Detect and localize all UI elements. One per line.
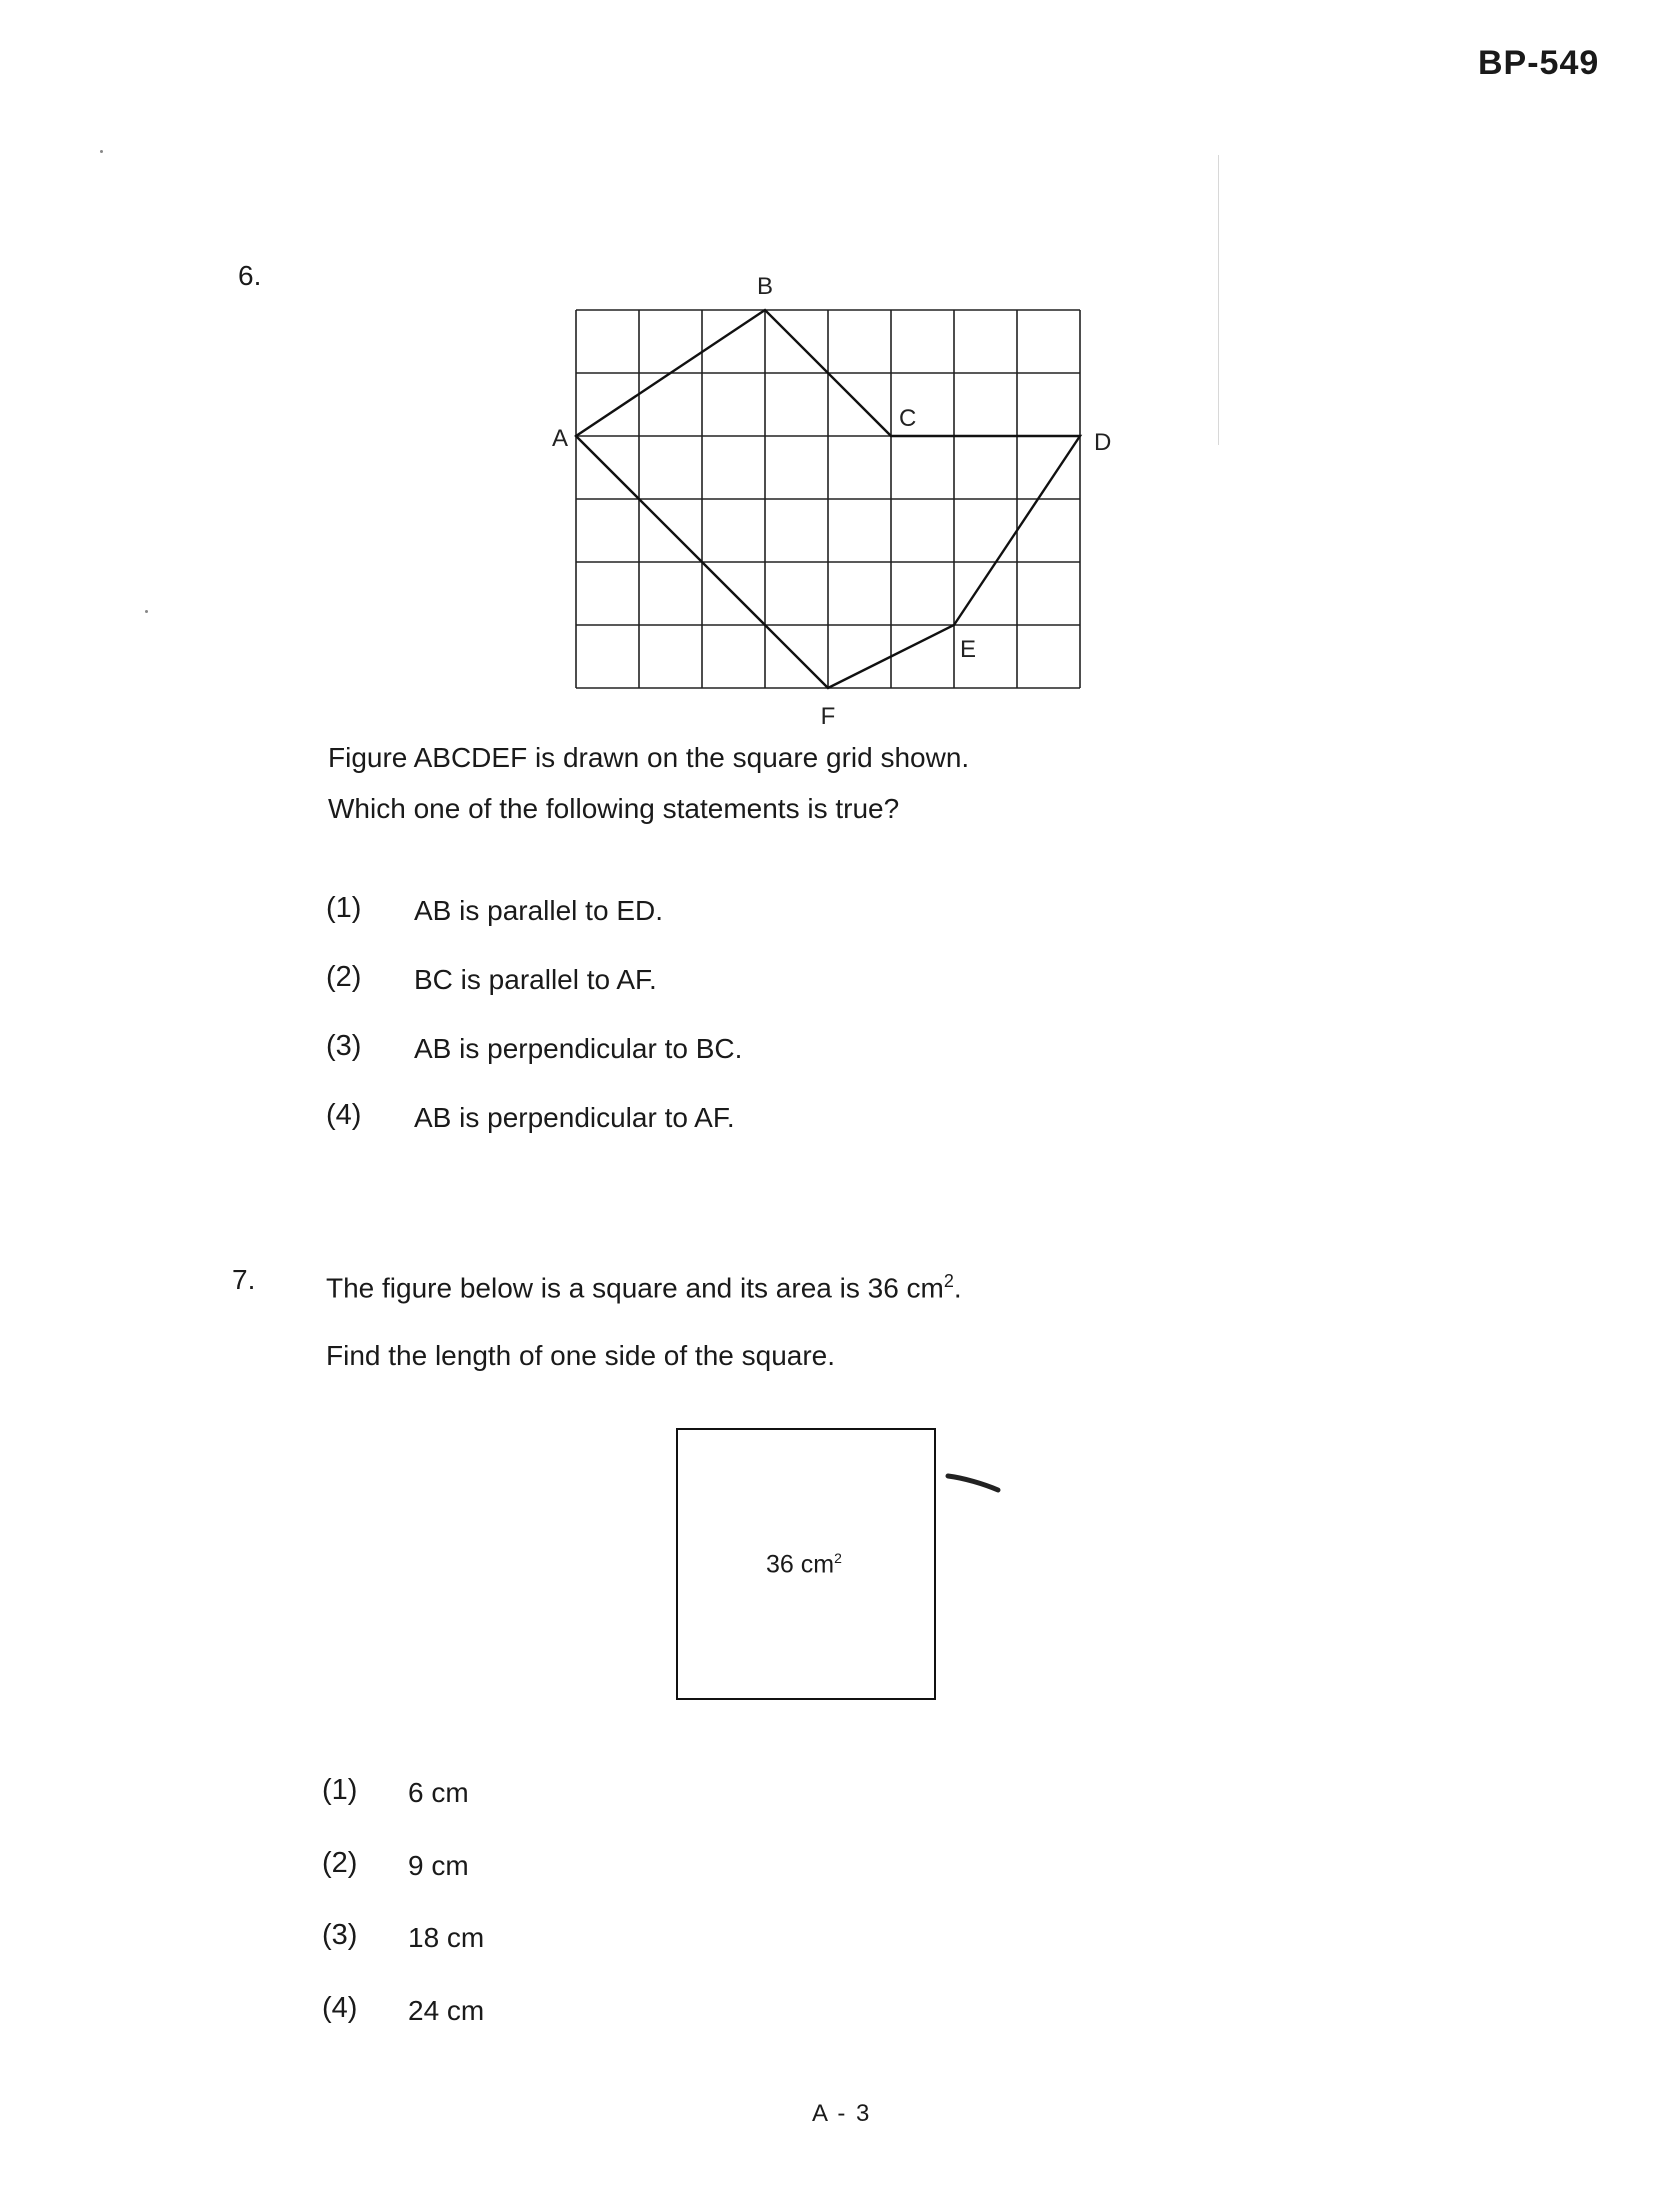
q7-option-4-text: 24 cm — [408, 1995, 485, 2026]
q6-stem-line2: Which one of the following statements is true? — [328, 793, 900, 824]
q7-option-2-text: 9 cm — [408, 1850, 469, 1881]
q7-option-2-number: (2) — [322, 1847, 358, 1879]
square-grid — [576, 310, 1080, 688]
q7-option-3-text: 18 cm — [408, 1922, 485, 1953]
document-code: BP-549 — [1478, 44, 1600, 82]
q6-grid-figure — [540, 270, 1112, 730]
pen-mark — [944, 1468, 1004, 1496]
q6-option-3-text: AB is perpendicular to BC. — [414, 1033, 743, 1064]
q6-option-4-text: AB is perpendicular to AF. — [414, 1102, 735, 1133]
square-area-value: 36 cm — [766, 1550, 835, 1579]
question-7-number: 7. — [232, 1264, 256, 1295]
q7-stem-line2: Find the length of one side of the square. — [326, 1340, 836, 1371]
vertex-labels — [552, 273, 1111, 730]
q7-stem-period: . — [953, 1272, 962, 1304]
vertex-label-a: A — [552, 425, 569, 452]
vertex-label-d: D — [1094, 429, 1112, 456]
question-6-number: 6. — [238, 260, 262, 291]
q6-option-1-text: AB is parallel to ED. — [414, 895, 663, 926]
scan-edge-line — [1218, 155, 1219, 445]
q6-option-3-number: (3) — [326, 1030, 362, 1062]
vertex-label-f: F — [820, 703, 836, 730]
page-number: A - 3 — [812, 2100, 872, 2127]
square-area-label — [766, 1550, 842, 1579]
scan-speck — [145, 610, 148, 613]
q6-option-2-text: BC is parallel to AF. — [414, 964, 657, 995]
q7-stem-exponent: 2 — [943, 1271, 954, 1291]
q7-option-4-number: (4) — [322, 1992, 358, 2024]
vertex-label-b: B — [756, 273, 774, 300]
vertex-label-e: E — [960, 636, 977, 663]
q6-stem-line1: Figure ABCDEF is drawn on the square grid shown. — [328, 742, 970, 773]
vertex-label-c: C — [899, 405, 917, 432]
square-area-exponent: 2 — [834, 1550, 842, 1566]
scan-speck — [100, 150, 103, 153]
q7-option-1-number: (1) — [322, 1774, 358, 1806]
q7-stem-text: The figure below is a square and its area is 36 cm — [326, 1272, 944, 1304]
q7-stem-line1 — [326, 1270, 962, 1307]
q6-option-4-number: (4) — [326, 1099, 362, 1131]
q7-option-3-number: (3) — [322, 1919, 358, 1951]
q6-option-1-number: (1) — [326, 892, 362, 924]
q7-option-1-text: 6 cm — [408, 1777, 469, 1808]
q6-option-2-number: (2) — [326, 961, 362, 993]
q7-square-figure — [676, 1428, 936, 1700]
